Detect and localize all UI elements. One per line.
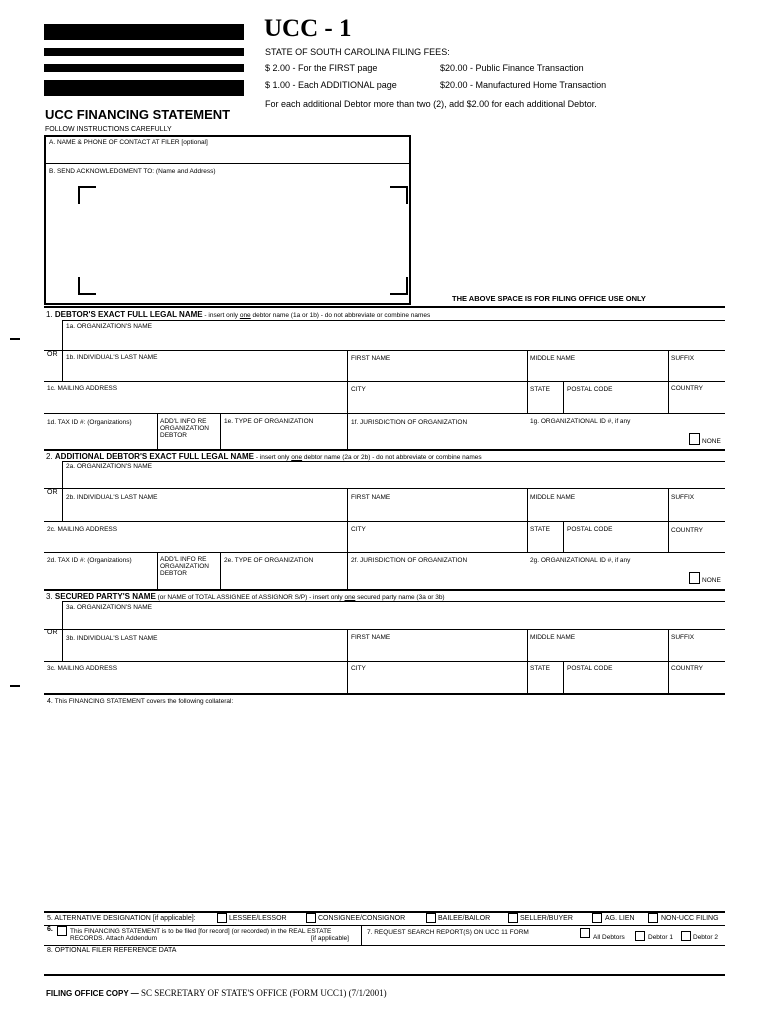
mailing-field-1c[interactable] <box>45 394 346 412</box>
addl-info-label-1: ADD'L INFO RE ORGANIZATION DEBTOR <box>160 418 209 440</box>
none-label-1: NONE <box>702 438 721 445</box>
footer-copy-rest: SC SECRETARY OF STATE'S OFFICE (FORM UCC1) (7/1/2001) <box>140 988 387 998</box>
country-label-3: COUNTRY <box>671 665 704 672</box>
sec2-rule-c <box>44 521 725 522</box>
state-label-3: STATE <box>530 665 550 672</box>
corner-bracket-tr <box>390 186 408 204</box>
real-estate-checkbox[interactable] <box>57 926 67 936</box>
fee-manufactured-home: $20.00 - Manufactured Home Transaction <box>440 80 607 90</box>
fees-heading: STATE OF SOUTH CAROLINA FILING FEES: <box>265 47 450 57</box>
sec5-top-rule <box>44 911 725 913</box>
middle-name-label-2: MIDDLE NAME <box>530 494 576 501</box>
non-ucc-filing-checkbox[interactable] <box>648 913 658 923</box>
state-label-1: STATE <box>530 386 550 393</box>
add-debtor-title-note-post: debtor name (2a or 2b) - do not abbreviate or combine names <box>302 454 482 461</box>
corner-bracket-br <box>390 277 408 295</box>
fee-additional-page: $ 1.00 - Each ADDITIONAL page <box>265 80 397 90</box>
org-id-field-2g[interactable] <box>528 567 688 588</box>
org-id-label-1g: 1g. ORGANIZATIONAL ID #, if any <box>530 418 631 425</box>
sec2-rule-a <box>62 461 725 462</box>
country-field-3[interactable] <box>669 674 724 692</box>
state-field-1[interactable] <box>528 394 562 412</box>
org-name-label-3a: 3a. ORGANIZATION'S NAME <box>66 604 152 611</box>
form-title: UCC - 1 <box>264 15 352 42</box>
org-name-field-3a[interactable] <box>62 612 725 628</box>
fee-first-page: $ 2.00 - For the FIRST page <box>265 63 378 73</box>
last-name-label-1b: 1b. INDIVIDUAL'S LAST NAME <box>66 354 158 361</box>
postal-label-1: POSTAL CODE <box>567 386 613 393</box>
postal-field-3[interactable] <box>564 674 667 692</box>
type-org-field-1e[interactable] <box>221 428 346 448</box>
sec2-top-rule <box>44 449 725 451</box>
middle-name-field-3[interactable] <box>528 643 667 660</box>
corner-bracket-tl <box>78 186 96 204</box>
lessee-lessor-checkbox[interactable] <box>217 913 227 923</box>
debtor-title-num: 1. <box>46 310 53 319</box>
consignee-consignor-label: CONSIGNEE/CONSIGNOR <box>318 915 406 922</box>
item6-text: This FINANCING STATEMENT is to be filed [for record] (or recorded) in the REAL ESTATE RECORDS. Attach Addendum <box>70 928 332 943</box>
header-bar-3 <box>44 64 244 72</box>
country-field-2[interactable] <box>669 535 724 551</box>
footer-text <box>46 988 387 999</box>
country-label-1: COUNTRY <box>671 385 704 392</box>
item8-label: 8. OPTIONAL FILER REFERENCE DATA <box>47 947 177 954</box>
item6-num: 6. <box>47 926 53 933</box>
state-field-3[interactable] <box>528 674 562 692</box>
add-debtor-title-note-pre: - insert only <box>254 454 292 461</box>
debtor-1-label: Debtor 1 <box>648 934 673 941</box>
org-id-label-2g: 2g. ORGANIZATIONAL ID #, if any <box>530 557 631 564</box>
sec1-top-rule <box>44 306 725 308</box>
or-label-3: OR <box>47 629 58 636</box>
fee-public-finance: $20.00 - Public Finance Transaction <box>440 63 584 73</box>
search-report-checkbox[interactable] <box>580 928 590 938</box>
jurisdiction-label-1f: 1f. JURISDICTION OF ORGANIZATION <box>351 419 468 426</box>
city-field-3[interactable] <box>348 674 526 692</box>
country-field-1[interactable] <box>669 394 724 412</box>
add-debtor-title-note-one: one <box>291 454 303 461</box>
add-debtor-title-num: 2. <box>46 452 53 461</box>
suffix-field-3[interactable] <box>669 643 724 660</box>
addl-info-label-2: ADD'L INFO RE ORGANIZATION DEBTOR <box>160 556 209 578</box>
consignee-consignor-checkbox[interactable] <box>306 913 316 923</box>
middle-name-field-2[interactable] <box>528 503 667 520</box>
alt-designation-label: 5. ALTERNATIVE DESIGNATION [if applicable]: <box>47 915 196 922</box>
debtor-2-label: Debtor 2 <box>693 934 718 941</box>
debtor-title-note-one: one <box>239 312 251 319</box>
mailing-field-2c[interactable] <box>45 535 346 551</box>
city-label-3: CITY <box>351 665 366 672</box>
type-org-field-2e[interactable] <box>221 567 346 588</box>
item6-if-applicable: [if applicable] <box>311 935 349 942</box>
footer-rule <box>44 974 725 976</box>
sec6-top-rule <box>44 925 725 926</box>
first-name-label-2: FIRST NAME <box>351 494 391 501</box>
sec1-rule-b <box>44 350 725 351</box>
tax-id-field-1d[interactable] <box>45 428 156 448</box>
ag-lien-checkbox[interactable] <box>592 913 602 923</box>
debtor-title-rest: EXACT FULL LEGAL NAME <box>98 310 203 319</box>
org-name-field-2a[interactable] <box>62 471 725 487</box>
middle-name-label-1: MIDDLE NAME <box>530 355 576 362</box>
first-name-field-2[interactable] <box>348 503 526 520</box>
postal-field-2[interactable] <box>564 535 667 551</box>
collateral-text: This FINANCING STATEMENT covers the following collateral: <box>54 698 234 705</box>
secured-title-main: SECURED PARTY'S <box>54 592 131 601</box>
all-debtors-checkbox[interactable] <box>635 931 645 941</box>
last-name-label-3b: 3b. INDIVIDUAL'S LAST NAME <box>66 635 158 642</box>
jurisdiction-field-2f[interactable] <box>348 567 526 588</box>
filer-divider <box>44 163 411 164</box>
sec3-rule-c <box>44 661 725 662</box>
sec8-top-rule <box>44 945 725 946</box>
state-field-2[interactable] <box>528 535 562 551</box>
side-tick-2 <box>10 685 20 687</box>
ack-label: B. SEND ACKNOWLEDGMENT TO: (Name and Address) <box>49 168 216 175</box>
additional-debtor-note: For each additional Debtor more than two (2), add $2.00 for each additional Debtor. <box>265 99 597 109</box>
sec1-vline-addl <box>157 413 158 449</box>
header-bar-2 <box>44 48 244 56</box>
filer-contact-label: A. NAME & PHONE OF CONTACT AT FILER [optional] <box>49 139 208 146</box>
add-debtor-title-rest: EXACT FULL LEGAL NAME <box>149 452 255 461</box>
org-name-label-1a: 1a. ORGANIZATION'S NAME <box>66 323 152 330</box>
suffix-label-3: SUFFIX <box>671 634 695 641</box>
header-bar-1 <box>44 24 244 40</box>
header-bar-4 <box>44 80 244 96</box>
seller-buyer-checkbox[interactable] <box>508 913 518 923</box>
bailee-bailor-label: BAILEE/BAILOR <box>438 915 491 922</box>
secured-title-note-one: one <box>344 594 356 601</box>
tax-id-field-2d[interactable] <box>45 567 156 588</box>
add-debtor-title-main: ADDITIONAL DEBTOR'S <box>54 452 148 461</box>
postal-label-2: POSTAL CODE <box>567 526 613 533</box>
last-name-field-1b[interactable] <box>63 363 346 380</box>
or-label-2: OR <box>47 489 58 496</box>
none-checkbox-2[interactable] <box>689 572 700 584</box>
all-debtors-label: All Debtors <box>593 934 625 941</box>
suffix-field-2[interactable] <box>669 503 724 520</box>
follow-instructions: FOLLOW INSTRUCTIONS CAREFULLY <box>45 126 172 133</box>
debtor-title-note-pre: - insert only <box>202 312 240 319</box>
debtor-title-main: DEBTOR'S <box>54 310 96 319</box>
sec6-vline <box>361 925 362 945</box>
none-checkbox-1[interactable] <box>689 433 700 445</box>
city-field-2[interactable] <box>348 535 526 551</box>
collateral-label <box>47 698 233 706</box>
secured-title-note-post: secured party name (3a or 3b) <box>355 594 445 601</box>
item7-label: 7. REQUEST SEARCH REPORT(S) ON UCC 11 FORM <box>367 929 529 936</box>
ag-lien-label: AG. LIEN <box>605 915 635 922</box>
org-name-field-1a[interactable] <box>62 331 725 349</box>
first-name-field-1[interactable] <box>348 363 526 380</box>
secured-title-num: 3. <box>46 592 53 601</box>
ack-address-field[interactable] <box>78 186 408 294</box>
secured-title-note-pre: (or NAME of TOTAL ASSIGNEE of ASSIGNOR S/P) - insert only <box>155 594 345 601</box>
statement-title: UCC FINANCING STATEMENT <box>45 107 231 122</box>
type-org-label-2e: 2e. TYPE OF ORGANIZATION <box>224 557 314 564</box>
last-name-field-3b[interactable] <box>63 643 346 660</box>
sec2-rule-d <box>44 552 725 553</box>
corner-bracket-bl <box>78 277 96 295</box>
state-label-2: STATE <box>530 526 550 533</box>
side-tick-1 <box>10 338 20 340</box>
or-label-1: OR <box>47 351 58 358</box>
seller-buyer-label: SELLER/BUYER <box>520 915 573 922</box>
none-label-2: NONE <box>702 577 721 584</box>
secured-title-rest: NAME <box>132 592 156 601</box>
debtor-section-title <box>46 310 430 320</box>
city-label-1: CITY <box>351 386 366 393</box>
sec2-vline-addl <box>157 552 158 589</box>
suffix-label-2: SUFFIX <box>671 494 695 501</box>
lessee-lessor-label: LESSEE/LESSOR <box>229 915 287 922</box>
suffix-field-1[interactable] <box>669 363 724 380</box>
tax-id-label-2d: 2d. TAX ID #: (Organizations) <box>47 557 132 564</box>
last-name-label-2b: 2b. INDIVIDUAL'S LAST NAME <box>66 494 158 501</box>
mailing-label-2c: 2c. MAILING ADDRESS <box>47 526 118 533</box>
filer-reference-field[interactable] <box>45 957 725 973</box>
first-name-label-3: FIRST NAME <box>351 634 391 641</box>
tax-id-label-1d: 1d. TAX ID #: (Organizations) <box>47 419 132 426</box>
city-field-1[interactable] <box>348 394 526 412</box>
type-org-label-1e: 1e. TYPE OF ORGANIZATION <box>224 418 314 425</box>
sec3-top-rule <box>44 589 725 591</box>
office-use-only: THE ABOVE SPACE IS FOR FILING OFFICE USE ONLY <box>452 294 646 303</box>
sec2-rule-b <box>44 488 725 489</box>
sec1-rule-d <box>44 413 725 414</box>
first-name-label-1: FIRST NAME <box>351 355 391 362</box>
sec1-rule-c <box>44 381 725 382</box>
filer-contact-field[interactable] <box>46 148 408 162</box>
sec1-rule-a <box>62 320 725 321</box>
suffix-label-1: SUFFIX <box>671 355 695 362</box>
mailing-label-3c: 3c. MAILING ADDRESS <box>47 665 118 672</box>
org-id-field-1g[interactable] <box>528 428 688 448</box>
sec3-rule-b <box>44 629 725 630</box>
sec3-rule-a <box>62 601 725 602</box>
mailing-field-3c[interactable] <box>45 674 346 692</box>
bailee-bailor-checkbox[interactable] <box>426 913 436 923</box>
jurisdiction-label-2f: 2f. JURISDICTION OF ORGANIZATION <box>351 557 468 564</box>
collateral-num: 4. <box>47 698 53 705</box>
debtor-1-checkbox[interactable] <box>681 931 691 941</box>
debtor-title-note-post: debtor name (1a or 1b) - do not abbreviate or combine names <box>250 312 431 319</box>
first-name-field-3[interactable] <box>348 643 526 660</box>
country-label-2: COUNTRY <box>671 527 704 534</box>
org-name-label-2a: 2a. ORGANIZATION'S NAME <box>66 463 152 470</box>
sec4-top-rule <box>44 693 725 695</box>
middle-name-field-1[interactable] <box>528 363 667 380</box>
footer-copy-label: FILING OFFICE COPY — <box>46 989 139 998</box>
postal-label-3: POSTAL CODE <box>567 665 613 672</box>
last-name-field-2b[interactable] <box>63 503 346 520</box>
postal-field-1[interactable] <box>564 394 667 412</box>
collateral-field[interactable] <box>45 710 725 910</box>
middle-name-label-3: MIDDLE NAME <box>530 634 576 641</box>
mailing-label-1c: 1c. MAILING ADDRESS <box>47 385 118 392</box>
city-label-2: CITY <box>351 526 366 533</box>
jurisdiction-field-1f[interactable] <box>348 428 526 448</box>
non-ucc-filing-label: NON-UCC FILING <box>661 915 719 922</box>
